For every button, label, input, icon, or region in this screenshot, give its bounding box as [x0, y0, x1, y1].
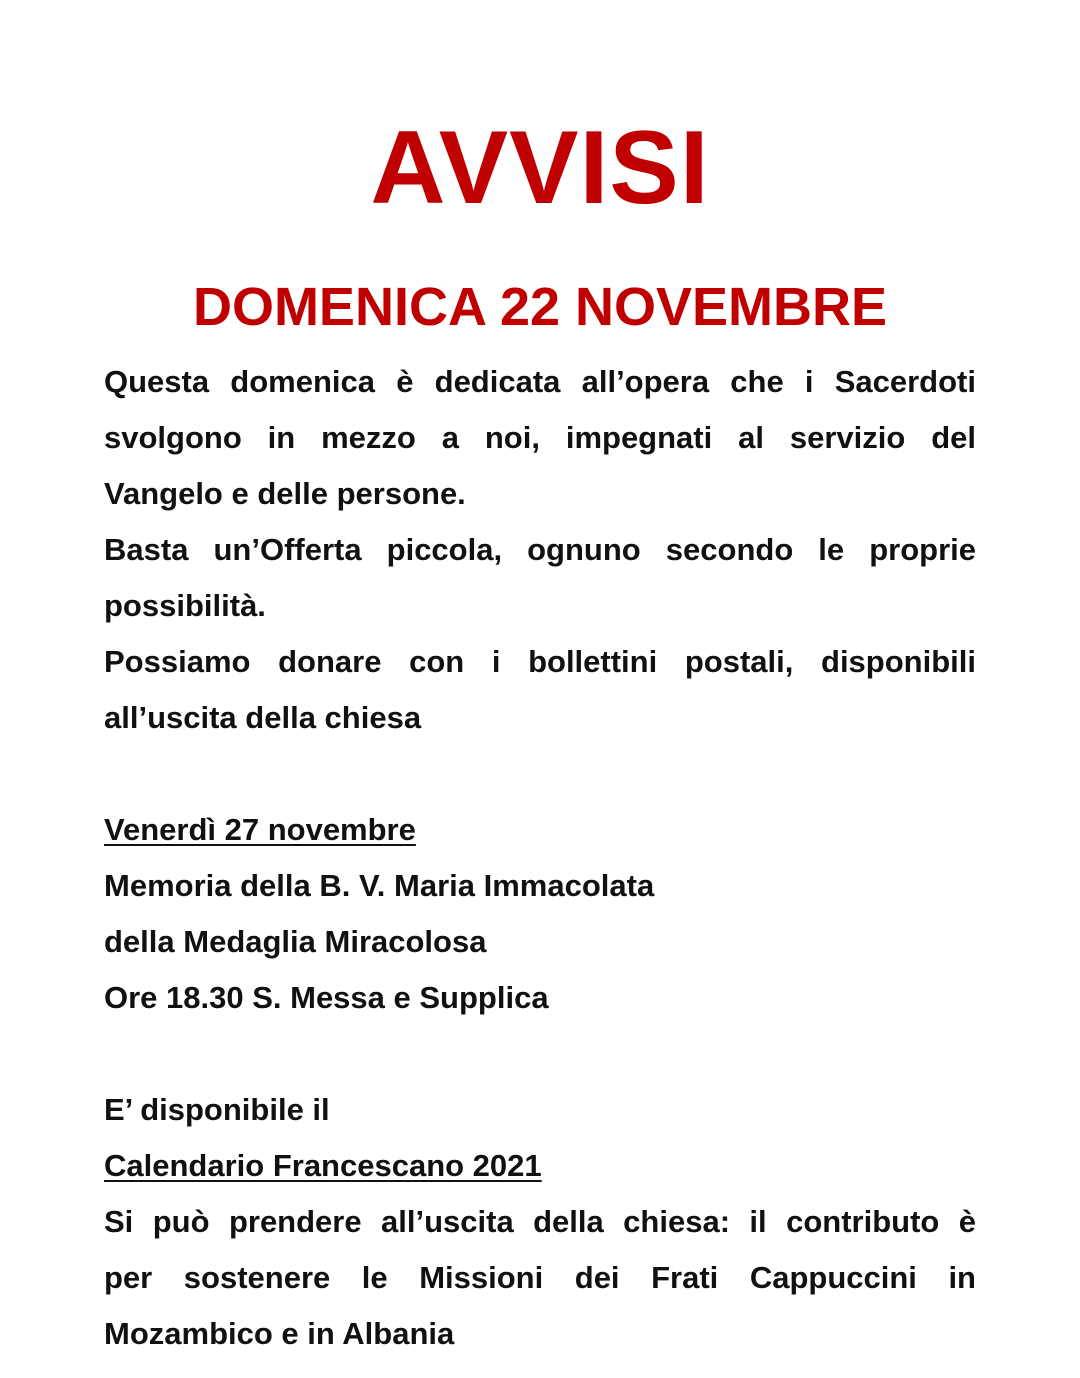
notice-date-heading: DOMENICA 22 NOVEMBRE — [192, 277, 888, 337]
notice-title: AVVISI — [370, 110, 710, 226]
event-line: della Medaglia Miracolosa — [104, 924, 487, 959]
calendar-name: Calendario Francescano 2021 — [104, 1148, 542, 1183]
event-line: Memoria della B. V. Maria Immacolata — [104, 868, 655, 903]
paragraph-priests-offering — [104, 354, 976, 522]
text-line: Basta un’Offerta piccola, ognuno secondo le proprie — [104, 532, 976, 567]
text-line: possibilità. — [104, 588, 266, 623]
text-line: all’uscita della chiesa — [104, 700, 422, 735]
calendar-line: Si può prendere all’uscita della chiesa: il contributo è — [104, 1204, 976, 1239]
calendar-line: Mozambico e in Albania — [104, 1316, 455, 1351]
calendar-line: per sostenere le Missioni dei Frati Cappuccini in — [104, 1260, 976, 1295]
text-line: Questa domenica è dedicata all’opera che i Sacerdoti — [104, 364, 976, 399]
text-line: Possiamo donare con i bollettini postali, disponibili — [104, 644, 976, 679]
text-line: Vangelo e delle persone. — [104, 476, 466, 511]
event-date-heading: Venerdì 27 novembre — [104, 812, 416, 847]
event-section — [104, 802, 976, 1026]
spacer — [104, 746, 976, 802]
event-line: Ore 18.30 S. Messa e Supplica — [104, 980, 549, 1015]
notice-body — [104, 354, 976, 1362]
calendar-intro: E’ disponibile il — [104, 1092, 330, 1127]
paragraph-postal-slips — [104, 634, 976, 746]
text-line: svolgono in mezzo a noi, impegnati al servizio del — [104, 420, 976, 455]
spacer — [104, 1026, 976, 1082]
calendar-section — [104, 1082, 976, 1362]
paragraph-small-offering — [104, 522, 976, 634]
